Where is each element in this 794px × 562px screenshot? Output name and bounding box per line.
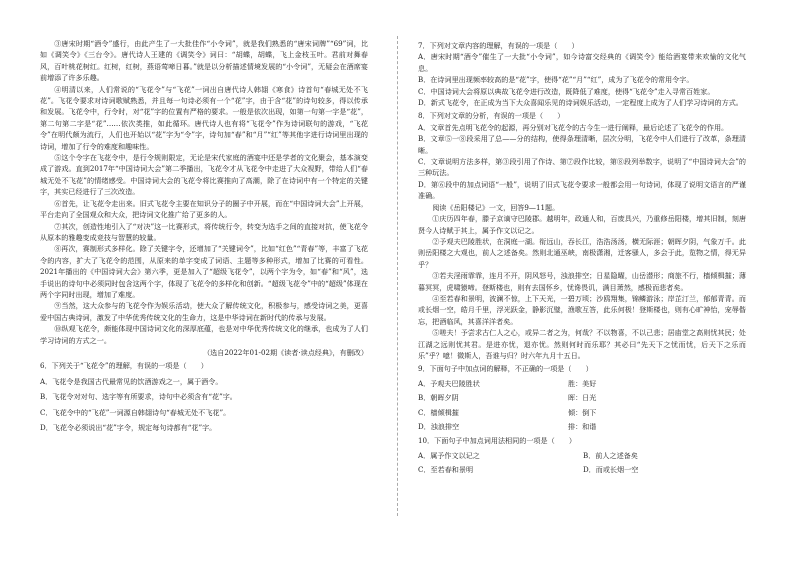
- option-d[interactable]: D．飞花令必须说出“花”字令，规定每句诗都有“花”字。: [40, 423, 217, 432]
- option-b[interactable]: B．在诗词里出现频率较高的是“花”字，使得“花”“月”“红”，成为了飞花令的常用令字。: [418, 75, 694, 85]
- option-d-sentence: D．浊浪排空: [418, 422, 460, 431]
- passage-paragraph: ⑨当然，这大众参与的飞花令作为娱乐活动，使大众了解传统文化，积极参与，感受诗词之美，更喜爱中国古典诗词，激发了中华优秀传统文化的生命力，这是中华诗词在新时代的传承与发展。: [40, 301, 368, 322]
- option-d[interactable]: D．第⑥段中的加点词语“一般”，说明了旧式飞花令要求一般都会用一句诗词，体现了说明文语言的严谨准确。: [418, 179, 746, 201]
- option-b[interactable]: B．文章⑤一⑧段采用了总——分的结构，使得条理清晰，层次分明，飞花令中人们进行了改革，条理清晰。: [418, 134, 746, 155]
- passage-paragraph: ③唐宋时期“酒令”盛行，由此产生了一大批佳作“小令词”，就是我们熟悉的“唐宋词牌”“69”词，比如《调笑令》《三台令》。唐代诗人王建的《调笑令》词曰：“胡蝶，胡蝶，飞上金枝玉叶。君前对舞春风，百叶桃花树红。红树，红树，燕语莺啼日暮。”就是以分析描述情境发展的“小令词”，无疑会在酒席宴前增添了许多乐趣。: [40, 39, 368, 83]
- option-a[interactable]: A．唐宋时期“酒令”催生了一大批“小令词”，如今诗富交经典的《调笑令》能给酒宴带来欢愉的文化气息。: [418, 52, 746, 73]
- classical-paragraph: ④至若春和景明，波澜不惊，上下天光，一碧万顷；沙鸥翔集，锦鳞游泳；岸芷汀兰，郁郁青青。而或长烟一空，皓月千里，浮光跃金，静影沉璧，渔歌互答，此乐何极！登斯楼也，则有心旷神怡，宠辱偕忘，把酒临风，其喜洋洋者矣。: [418, 293, 746, 326]
- question-8: [418, 110, 746, 201]
- option-c[interactable]: C．中国诗词大会将原以典故飞花令进行改造，既降低了难度，使得“飞花令”走入寻常百姓家。: [418, 86, 715, 96]
- option-row: [418, 450, 746, 461]
- passage-paragraph: ⑩纵观飞花令，颇能体现中国诗词文化的深厚底蕴，也是对中华优秀传统文化的继承，也成为了人们学习诗词的方式之一。: [40, 324, 368, 345]
- option-row[interactable]: [418, 407, 746, 418]
- option-c-meaning: 倾：倒下: [568, 407, 597, 417]
- classical-paragraph: ①庆历四年春，滕子京谪守巴陵郡。越明年，政通人和，百废具兴，乃重修岳阳楼，增其旧制，刻唐贤今人诗赋于其上，属予作文以记之。: [418, 214, 746, 235]
- option-row[interactable]: [418, 421, 746, 432]
- option-a[interactable]: A．属予作文以记之: [418, 450, 480, 460]
- option-d[interactable]: D．新式飞花令，在正成为当下大众喜闻乐见的诗词娱乐活动，一定程度上成为了人们学习诗词的方式。: [418, 98, 743, 108]
- question-9: [418, 363, 746, 432]
- option-b-sentence: B．朝晖夕阴: [418, 393, 459, 403]
- classical-paragraph: ②予观夫巴陵胜状，在洞庭一湖。衔远山，吞长江，浩浩汤汤，横无际涯；朝晖夕阴，气象万千。此则岳阳楼之大观也，前人之述备矣。然则北通巫峡，南极潇湘，迁客骚人，多会于此，览物之情，得无异乎？: [418, 236, 746, 269]
- option-row[interactable]: [418, 392, 746, 403]
- passage-paragraph: ④明清以来，人们常说的“飞花令”与“飞花”一词出自唐代诗人韩翃《寒食》诗首句“春城无处不飞花”。飞花令要求对诗词歌赋熟悉，并且每一句诗必须有一个“花”字，由于含“花”的诗句较多，得以传承和发展。飞花令中，行令时，对“花”字的位置有严格的要求。一般是依次出现，如第一句第一字是“花”，第二句第二字是“花”……依次类推，如此循环。唐代诗人也有将“飞花令”作为诗词联句的游戏，“飞花令”在明代颇为流行，人们也开始以“花”字为“令”字，诗句加“春”和“月”“红”等其他字进行诗词里出现的诗词，增加了行令的难度和趣味性。: [40, 84, 368, 151]
- column-divider: [397, 36, 398, 516]
- classical-paragraph: ⑤嗟夫！予尝求古仁人之心，或异二者之为，何哉？不以物喜，不以己悲；居庙堂之高则忧其民；处江湖之远则忧其君。是进亦忧，退亦忧。然则何时而乐耶？其必曰“先天下之忧而忧，后天下之乐而乐”乎？噫！微斯人，吾谁与归？时六年九月十五日。: [418, 328, 746, 360]
- option-d-meaning: 排：和谐: [568, 422, 597, 431]
- option-c[interactable]: C．至若春和景明: [418, 465, 474, 475]
- question-stem: 8．下列对文章的分析，有误的一项是（ ）: [418, 111, 565, 121]
- right-column: [418, 38, 746, 479]
- question-7: [418, 40, 746, 108]
- option-c[interactable]: C．文章说明方法多样，第③段引用了作诗、第⑦段作比较，第⑧段列举数字，说明了“中国诗词大会”的三种玩法。: [418, 157, 746, 178]
- question-6: [40, 360, 368, 433]
- option-b[interactable]: B．前人之述备矣: [583, 450, 638, 460]
- classical-paragraph: ③若夫淫雨霏霏，连月不开，阴风怒号，浊浪排空；日星隐曜，山岳潜形；商旅不行，樯倾楫摧；薄暮冥冥，虎啸猿啼。登斯楼也，则有去国怀乡，忧谗畏讥，满目萧然，感极而悲者矣。: [418, 271, 746, 292]
- option-c-sentence: C．樯倾楫摧: [418, 407, 459, 417]
- passage-paragraph: ⑦其次，创造性地引入了“对决”这一比赛形式，将传统行令，转变为选手之间的直接对抗，使飞花令从原本的雅趣变成竞技与智慧的较量。: [40, 221, 368, 242]
- passage-paragraph: ⑥首先，让飞花令走出来。旧式飞花令主要在知识分子的圈子中开展，而在“中国诗词大会”上开展，平台走向了全国观众和大众，把诗词文化推广给了更多的人。: [40, 198, 368, 220]
- option-row[interactable]: [418, 378, 746, 389]
- question-stem: 6．下列关于“飞花令”的理解，有误的一项是（ ）: [40, 361, 208, 371]
- option-b-meaning: 晖：日光: [568, 393, 597, 403]
- option-c[interactable]: C．飞花令中的“飞花”一词源自韩翃诗句“春城无处不飞花”。: [40, 407, 231, 417]
- option-b[interactable]: B．飞花令对对句、选字等有所要求，诗句中必须含有“花”字。: [40, 392, 237, 402]
- question-stem: 9．下面句子中加点词的解释，不正确的一项是（ ）: [418, 364, 593, 374]
- passage-paragraph: ⑧再次，赛制形式多样化。除了关键字令，还增加了“关键词令”，比如“红色”“青春”等，丰富了飞花令的内容，扩大了飞花令的范围，从原来的单字变成了词语、主题等多种形式，增加了比赛的可看性。2021年播出的《中国诗词大会》第六季，更是加入了“超级飞花令”，以两个字为令，如“春”和“风”，选手说出的诗句中必须同时包含这两个字，体现了飞花令的多样化和创新。“超级飞花令”中的“超级”体现在两个字同时出现，增加了难度。: [40, 244, 368, 299]
- option-a[interactable]: A．飞花令是我国古代最常见的饮酒游戏之一，属于酒令。: [40, 376, 223, 386]
- option-d[interactable]: D．而或长烟一空: [583, 465, 639, 475]
- question-stem: 10．下面句子中加点词用法相同的一项是（ ）: [418, 436, 576, 446]
- left-column: [40, 38, 368, 437]
- option-a-sentence: A．予观夫巴陵胜状: [418, 378, 480, 388]
- reading-intro: 阅读《岳阳楼记》一文，回答9—11题。: [432, 202, 560, 212]
- question-stem: 7．下列对文章内容的理解，有误的一项是（ ）: [418, 41, 579, 50]
- question-10: [418, 435, 746, 475]
- option-a[interactable]: A．文章首先点明飞花令的起源，再分别对飞花令的古今生一进行阐释，最后论述了飞花令的作用。: [418, 122, 729, 132]
- passage-paragraph: ⑤这个令字在飞花令中，是行令规则限定，无论是宋代家庭的酒宴中还是学者的文化聚会，基本演变成了游戏。直到2017年“中国诗词大会”第二季播出，飞花令才从飞花令中走进了大众视野，带给人们“春城无处不飞花”的情绪感受。中国诗词大会的飞花令将比赛推向了高潮，除了在诗词中有一个特定的关键字，其实已经进行了三次改造。: [40, 153, 368, 197]
- source-citation: （选自2022年01-02期《读者·读点经典》，有删改）: [203, 347, 368, 357]
- option-row: [418, 464, 746, 475]
- option-a-meaning: 胜：美好: [568, 378, 597, 388]
